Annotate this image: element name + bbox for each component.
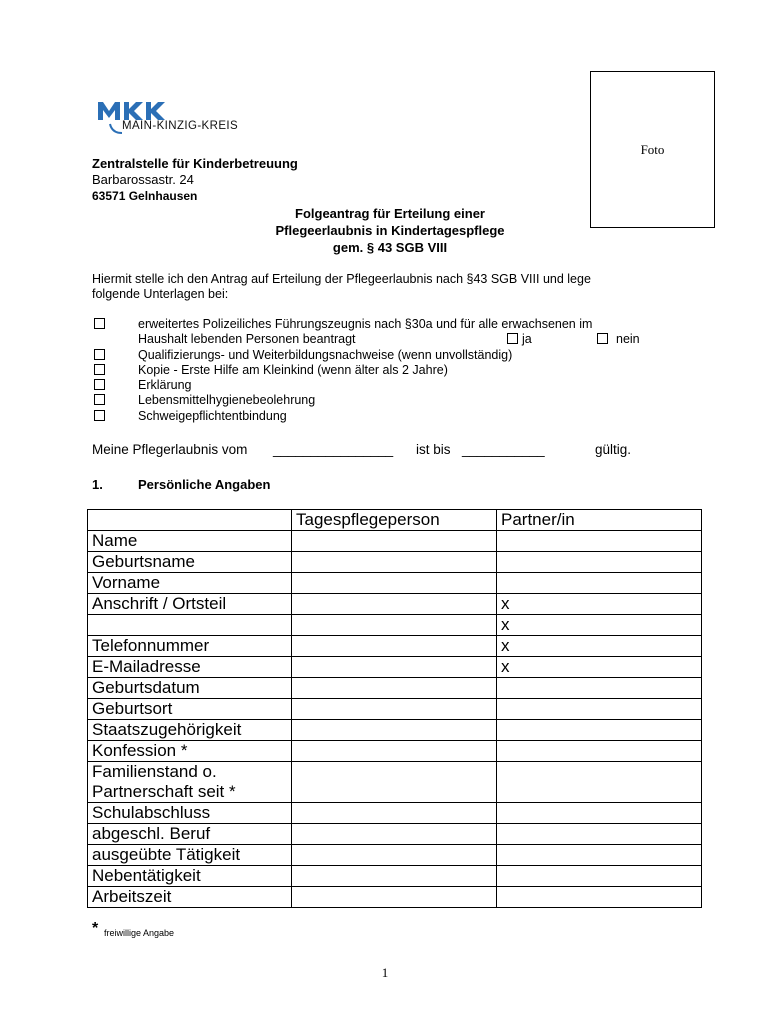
row-label-cell: Geburtsort bbox=[88, 699, 292, 720]
table-row bbox=[88, 615, 702, 636]
city-address: 63571 Gelnhausen bbox=[92, 189, 198, 203]
table-row bbox=[88, 803, 702, 824]
row-label-cell: Staatszugehörigkeit bbox=[88, 720, 292, 741]
photo-box[interactable] bbox=[590, 71, 715, 228]
table-row bbox=[88, 573, 702, 594]
partner-cell[interactable] bbox=[497, 866, 702, 887]
label-no: nein bbox=[616, 332, 640, 346]
personal-data-table bbox=[87, 509, 702, 908]
partner-cell[interactable]: x bbox=[497, 636, 702, 657]
intro-text bbox=[92, 272, 682, 302]
partner-cell[interactable]: x bbox=[497, 657, 702, 678]
partner-cell[interactable] bbox=[497, 845, 702, 866]
table-row bbox=[88, 741, 702, 762]
logo-letter-k2 bbox=[146, 102, 165, 120]
partner-cell[interactable]: x bbox=[497, 615, 702, 636]
partner-cell[interactable] bbox=[497, 762, 702, 803]
partner-cell[interactable] bbox=[497, 803, 702, 824]
partner-cell[interactable] bbox=[497, 824, 702, 845]
daycare-person-cell[interactable] bbox=[292, 824, 497, 845]
partner-cell[interactable] bbox=[497, 678, 702, 699]
table-row bbox=[88, 720, 702, 741]
partner-cell[interactable] bbox=[497, 552, 702, 573]
daycare-person-cell[interactable] bbox=[292, 657, 497, 678]
checklist-item-1-line-2: Haushalt lebenden Personen beantragt bbox=[138, 332, 356, 346]
row-label-cell: E-Mailadresse bbox=[88, 657, 292, 678]
table-row bbox=[88, 824, 702, 845]
validity-middle: ist bis bbox=[416, 442, 451, 457]
partner-cell[interactable] bbox=[497, 531, 702, 552]
daycare-person-cell[interactable] bbox=[292, 887, 497, 908]
logo-subtitle: MAIN-KINZIG-KREIS bbox=[122, 120, 239, 132]
daycare-person-cell[interactable] bbox=[292, 636, 497, 657]
daycare-person-cell[interactable] bbox=[292, 594, 497, 615]
table-header-row bbox=[88, 510, 702, 531]
checkbox-first-aid[interactable] bbox=[94, 364, 105, 375]
daycare-person-cell[interactable] bbox=[292, 866, 497, 887]
table-row bbox=[88, 699, 702, 720]
row-label-cell: Telefonnummer bbox=[88, 636, 292, 657]
table-header-cell: Partner/in bbox=[497, 510, 702, 531]
label-yes: ja bbox=[522, 332, 532, 346]
checklist-item-1-line-1: erweitertes Polizeiliches Führungszeugnis nach §30a und für alle erwachsenen im bbox=[138, 317, 593, 331]
checkbox-no[interactable] bbox=[597, 333, 608, 344]
checklist-item-4: Erklärung bbox=[138, 378, 192, 392]
checkbox-confidentiality[interactable] bbox=[94, 410, 105, 421]
title-line-2: Pflegeerlaubnis in Kindertagespflege bbox=[275, 223, 505, 238]
validity-suffix: gültig. bbox=[595, 442, 632, 457]
photo-label: Foto bbox=[640, 142, 665, 157]
row-label-cell: abgeschl. Beruf bbox=[88, 824, 292, 845]
org-name: Zentralstelle für Kinderbetreuung bbox=[92, 156, 298, 171]
partner-cell[interactable] bbox=[497, 741, 702, 762]
partner-cell[interactable] bbox=[497, 887, 702, 908]
row-label-cell: Vorname bbox=[88, 573, 292, 594]
validity-prefix: Meine Pflegerlaubnis vom bbox=[92, 442, 248, 457]
checkbox-food-hygiene[interactable] bbox=[94, 394, 105, 405]
daycare-person-cell[interactable] bbox=[292, 720, 497, 741]
document-title bbox=[230, 205, 550, 256]
row-label-cell: Konfession * bbox=[88, 741, 292, 762]
section-title: Persönliche Angaben bbox=[138, 477, 271, 492]
validity-from-field[interactable]: ________________ bbox=[273, 442, 394, 457]
footnote-text: freiwillige Angabe bbox=[104, 928, 175, 938]
row-label-cell: Name bbox=[88, 531, 292, 552]
checklist-item-3: Kopie - Erste Hilfe am Kleinkind (wenn älter als 2 Jahre) bbox=[138, 363, 448, 377]
table-row bbox=[88, 636, 702, 657]
checklist-item-5: Lebensmittelhygienebeolehrung bbox=[138, 393, 316, 407]
table-row bbox=[88, 887, 702, 908]
logo-letter-m bbox=[98, 102, 120, 120]
intro-line-1: Hiermit stelle ich den Antrag auf Erteilung der Pflegeerlaubnis nach §43 SGB VIII und lege bbox=[92, 272, 591, 286]
daycare-person-cell[interactable] bbox=[292, 615, 497, 636]
checkbox-yes[interactable] bbox=[507, 333, 518, 344]
row-label-cell: Arbeitszeit bbox=[88, 887, 292, 908]
partner-cell[interactable] bbox=[497, 573, 702, 594]
checklist-item-6: Schweigepflichtentbindung bbox=[138, 409, 287, 423]
row-label-cell: Familienstand o. Partnerschaft seit * bbox=[88, 762, 292, 803]
partner-cell[interactable]: x bbox=[497, 594, 702, 615]
daycare-person-cell[interactable] bbox=[292, 552, 497, 573]
row-label-cell: Anschrift / Ortsteil bbox=[88, 594, 292, 615]
table-row bbox=[88, 594, 702, 615]
daycare-person-cell[interactable] bbox=[292, 573, 497, 594]
row-label-cell: Nebentätigkeit bbox=[88, 866, 292, 887]
logo-swoosh bbox=[110, 124, 122, 133]
daycare-person-cell[interactable] bbox=[292, 845, 497, 866]
daycare-person-cell[interactable] bbox=[292, 762, 497, 803]
daycare-person-cell[interactable] bbox=[292, 531, 497, 552]
table-row bbox=[88, 552, 702, 573]
partner-cell[interactable] bbox=[497, 699, 702, 720]
row-label-cell: ausgeübte Tätigkeit bbox=[88, 845, 292, 866]
logo-letter-k1 bbox=[124, 102, 143, 120]
street-address: Barbarossastr. 24 bbox=[92, 172, 194, 187]
checkbox-police-certificate[interactable] bbox=[94, 318, 105, 329]
table-header-cell bbox=[88, 510, 292, 531]
validity-until-field[interactable]: ___________ bbox=[462, 442, 545, 457]
row-label-cell: Geburtsdatum bbox=[88, 678, 292, 699]
row-label-cell bbox=[88, 615, 292, 636]
checkbox-declaration[interactable] bbox=[94, 379, 105, 390]
partner-cell[interactable] bbox=[497, 720, 702, 741]
title-line-3: gem. § 43 SGB VIII bbox=[332, 240, 448, 255]
checkbox-qualifications[interactable] bbox=[94, 349, 105, 360]
section-heading bbox=[92, 477, 392, 493]
table-row bbox=[88, 762, 702, 803]
row-label-cell: Geburtsname bbox=[88, 552, 292, 573]
table-row bbox=[88, 657, 702, 678]
daycare-person-cell[interactable] bbox=[292, 803, 497, 824]
section-number: 1. bbox=[92, 477, 103, 492]
page-number: 1 bbox=[381, 965, 389, 980]
daycare-person-cell[interactable] bbox=[292, 678, 497, 699]
table-row bbox=[88, 845, 702, 866]
footnote-star: * bbox=[92, 920, 99, 937]
table-row bbox=[88, 678, 702, 699]
title-line-1: Folgeantrag für Erteilung einer bbox=[295, 206, 485, 221]
row-label-cell: Schulabschluss bbox=[88, 803, 292, 824]
checklist-item-2: Qualifizierungs- und Weiterbildungsnachweise (wenn unvollständig) bbox=[138, 348, 513, 362]
table-header-cell: Tagespflegeperson bbox=[292, 510, 497, 531]
table-row bbox=[88, 531, 702, 552]
daycare-person-cell[interactable] bbox=[292, 741, 497, 762]
intro-line-2: folgende Unterlagen bei: bbox=[92, 287, 229, 301]
daycare-person-cell[interactable] bbox=[292, 699, 497, 720]
table-row bbox=[88, 866, 702, 887]
